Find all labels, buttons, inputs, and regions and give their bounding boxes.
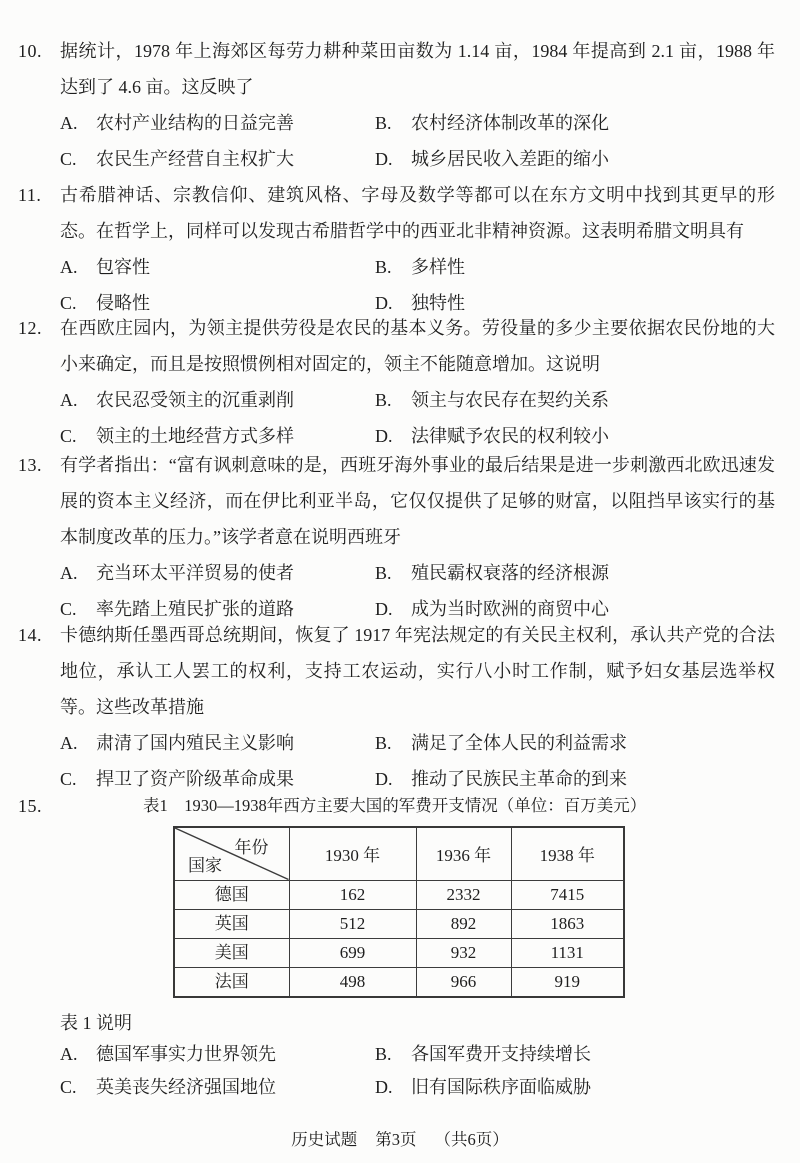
option-text: 肃清了国内殖民主义影响 bbox=[96, 733, 294, 753]
value-cell: 2332 bbox=[416, 880, 511, 909]
option-label: C. bbox=[60, 426, 77, 446]
table-row bbox=[174, 909, 624, 938]
value-cell: 892 bbox=[416, 909, 511, 938]
page-footer bbox=[0, 1126, 800, 1150]
question-10 bbox=[18, 33, 775, 177]
value-cell: 932 bbox=[416, 938, 511, 967]
question-body bbox=[60, 617, 775, 797]
option-label: D. bbox=[375, 426, 393, 446]
option-label: A. bbox=[60, 733, 78, 753]
question-stem: 在西欧庄园内，为领主提供劳役是农民的基本义务。劳役量的多少主要依据农民份地的大小来确定，而且是按照惯例相对固定的，领主不能随意增加。这说明 bbox=[60, 318, 775, 374]
option-text: 农村产业结构的日益完善 bbox=[96, 113, 294, 133]
option-text: 侵略性 bbox=[96, 293, 150, 313]
question-12 bbox=[18, 310, 775, 454]
table-title: 表1 1930—1938年西方主要大国的军费开支情况（单位：百万美元） bbox=[143, 796, 647, 815]
option-a bbox=[60, 725, 375, 761]
option-label: D. bbox=[375, 599, 393, 619]
option-label: C. bbox=[60, 769, 77, 789]
option-label: B. bbox=[375, 257, 392, 277]
question-13 bbox=[18, 447, 775, 627]
footer-page-number: 第3页 bbox=[375, 1130, 417, 1149]
options-grid bbox=[60, 1038, 775, 1104]
option-text: 独特性 bbox=[411, 293, 465, 313]
option-c bbox=[60, 141, 375, 177]
option-text: 捍卫了资产阶级革命成果 bbox=[96, 769, 294, 789]
value-cell: 1863 bbox=[511, 909, 624, 938]
option-label: A. bbox=[60, 113, 78, 133]
option-text: 英美丧失经济强国地位 bbox=[96, 1076, 276, 1097]
table-row bbox=[174, 938, 624, 967]
option-text: 包容性 bbox=[96, 257, 150, 277]
option-text: 农村经济体制改革的深化 bbox=[411, 113, 609, 133]
year-header: 1938 年 bbox=[511, 827, 624, 880]
option-label: B. bbox=[375, 113, 392, 133]
option-text: 城乡居民收入差距的缩小 bbox=[411, 149, 609, 169]
question-number: 10. bbox=[18, 41, 42, 61]
question-body bbox=[60, 177, 775, 321]
value-cell: 699 bbox=[289, 938, 416, 967]
option-text: 领主与农民存在契约关系 bbox=[411, 390, 609, 410]
options-grid bbox=[60, 105, 775, 177]
option-text: 率先踏上殖民扩张的道路 bbox=[96, 599, 294, 619]
options-grid bbox=[60, 382, 775, 454]
corner-country-label: 国家 bbox=[188, 855, 222, 875]
value-cell: 7415 bbox=[511, 880, 624, 909]
option-a bbox=[60, 105, 375, 141]
option-text: 农民忍受领主的沉重剥削 bbox=[96, 390, 294, 410]
value-cell: 512 bbox=[289, 909, 416, 938]
option-b bbox=[375, 555, 775, 591]
question-body bbox=[60, 788, 775, 1104]
country-cell: 德国 bbox=[174, 880, 289, 909]
option-label: D. bbox=[375, 769, 393, 789]
question-11 bbox=[18, 177, 775, 321]
question-stem: 卡德纳斯任墨西哥总统期间，恢复了 1917 年宪法规定的有关民主权利，承认共产党的合法地位，承认工人罢工的权利，支持工农运动，实行八小时工作制，赋予妇女基层选举权等。这些改革措施 bbox=[60, 625, 775, 717]
option-label: D. bbox=[375, 149, 393, 169]
question-stem: 据统计，1978 年上海郊区每劳力耕种菜田亩数为 1.14 亩，1984 年提高到 2.1 亩，1988 年达到了 4.6 亩。这反映了 bbox=[60, 41, 775, 97]
question-stem: 有学者指出：“富有讽刺意味的是，西班牙海外事业的最后结果是进一步刺激西北欧迅速发展的资本主义经济，而在伊比利亚半岛，它仅仅提供了足够的财富，以阻挡早该实行的基本制度改革的压力。”该学者意在说明西班牙 bbox=[60, 455, 775, 547]
option-text: 法律赋予农民的权利较小 bbox=[411, 426, 609, 446]
option-b bbox=[375, 249, 775, 285]
question-body bbox=[60, 310, 775, 454]
corner-year-label: 年份 bbox=[234, 838, 269, 857]
option-d bbox=[375, 1071, 775, 1104]
option-label: D. bbox=[375, 293, 393, 313]
option-label: A. bbox=[60, 257, 78, 277]
footer-total-pages: （共6页） bbox=[434, 1130, 509, 1149]
option-d bbox=[375, 141, 775, 177]
question-stem: 古希腊神话、宗教信仰、建筑风格、字母及数学等都可以在东方文明中找到其更早的形态。在哲学上，同样可以发现古希腊哲学中的西亚北非精神资源。这表明希腊文明具有 bbox=[60, 185, 775, 241]
footer-doc-title: 历史试题 bbox=[291, 1130, 358, 1149]
option-text: 满足了全体人民的利益需求 bbox=[411, 733, 627, 753]
option-b bbox=[375, 725, 775, 761]
option-text: 农民生产经营自主权扩大 bbox=[96, 149, 294, 169]
table-row bbox=[174, 967, 624, 997]
option-text: 多样性 bbox=[411, 257, 465, 277]
value-cell: 498 bbox=[289, 967, 416, 997]
value-cell: 919 bbox=[511, 967, 624, 997]
option-label: C. bbox=[60, 293, 77, 313]
table-note: 表 1 说明 bbox=[60, 1012, 132, 1033]
option-a bbox=[60, 1038, 375, 1071]
option-text: 领主的土地经营方式多样 bbox=[96, 426, 294, 446]
question-body bbox=[60, 447, 775, 627]
question-number: 14. bbox=[18, 625, 42, 645]
option-text: 各国军费开支持续增长 bbox=[411, 1043, 591, 1064]
option-label: B. bbox=[375, 563, 392, 583]
question-15 bbox=[18, 788, 775, 1104]
table-row bbox=[174, 880, 624, 909]
option-b bbox=[375, 105, 775, 141]
question-number: 12. bbox=[18, 318, 42, 338]
option-label: C. bbox=[60, 149, 77, 169]
option-label: B. bbox=[375, 1043, 392, 1064]
country-cell: 英国 bbox=[174, 909, 289, 938]
option-text: 旧有国际秩序面临威胁 bbox=[411, 1076, 591, 1097]
option-c bbox=[60, 1071, 375, 1104]
table-header-row bbox=[174, 827, 624, 880]
value-cell: 1131 bbox=[511, 938, 624, 967]
option-b bbox=[375, 1038, 775, 1071]
option-label: B. bbox=[375, 390, 392, 410]
option-b bbox=[375, 382, 775, 418]
question-14 bbox=[18, 617, 775, 797]
option-a bbox=[60, 249, 375, 285]
option-text: 德国军事实力世界领先 bbox=[96, 1043, 276, 1064]
option-label: A. bbox=[60, 390, 78, 410]
question-number: 11. bbox=[18, 185, 42, 205]
value-cell: 966 bbox=[416, 967, 511, 997]
option-text: 推动了民族民主革命的到来 bbox=[411, 769, 627, 789]
option-label: D. bbox=[375, 1076, 393, 1097]
value-cell: 162 bbox=[289, 880, 416, 909]
option-a bbox=[60, 382, 375, 418]
option-label: C. bbox=[60, 1076, 77, 1097]
option-text: 充当环太平洋贸易的使者 bbox=[96, 563, 294, 583]
option-text: 殖民霸权衰落的经济根源 bbox=[411, 563, 609, 583]
table-corner-cell bbox=[174, 827, 289, 880]
country-cell: 法国 bbox=[174, 967, 289, 997]
option-label: A. bbox=[60, 563, 78, 583]
options-grid bbox=[60, 725, 775, 797]
year-header: 1936 年 bbox=[416, 827, 511, 880]
question-body bbox=[60, 33, 775, 177]
question-number: 15. bbox=[18, 796, 42, 816]
option-label: A. bbox=[60, 1043, 78, 1064]
option-text: 成为当时欧洲的商贸中心 bbox=[411, 599, 609, 619]
option-label: B. bbox=[375, 733, 392, 753]
military-expenditure-table bbox=[173, 826, 625, 998]
option-label: C. bbox=[60, 599, 77, 619]
option-a bbox=[60, 555, 375, 591]
country-cell: 美国 bbox=[174, 938, 289, 967]
question-number: 13. bbox=[18, 455, 42, 475]
year-header: 1930 年 bbox=[289, 827, 416, 880]
